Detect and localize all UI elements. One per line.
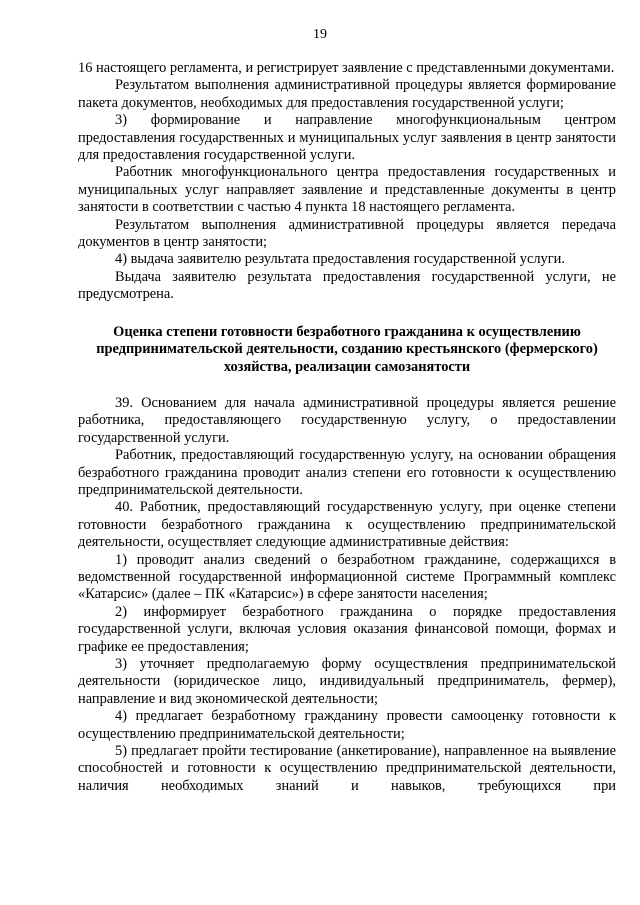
paragraph: Выдача заявителю результата предоставления государственной услуги, не предусмотрена. xyxy=(78,268,616,303)
paragraph: 4) выдача заявителю результата предоставления государственной услуги. xyxy=(115,251,565,268)
paragraph: 16 настоящего регламента, и регистрирует заявление с представленными документами. xyxy=(78,60,615,76)
document-body xyxy=(78,60,616,795)
section-heading: Оценка степени готовности безработного гражданина к осуществлению предпринимательской деятельности, созданию крестьянского (фермерского) хозяйства, реализации самозанятости xyxy=(96,323,598,375)
paragraph: 2) информирует безработного гражданина о порядке предоставления государственной услуги, включая условия оказания финансовой помощи, формах и графике ее предоставления; xyxy=(78,603,616,655)
paragraph: 40. Работник, предоставляющий государственную услугу, при оценке степени готовности безработного гражданина к осуществлению предпринимательской деятельности, осуществляет следующие административные действия: xyxy=(78,499,616,551)
paragraph: 39. Основанием для начала административной процедуры является решение работника, предоставляющего государственную услугу, о предоставлении государственной услуги. xyxy=(78,394,616,446)
paragraph: 3) уточняет предполагаемую форму осуществления предпринимательской деятельности (юридическое лицо, индивидуальный предприниматель, фермер), направление и вид экономической деятельности; xyxy=(78,656,616,707)
paragraph: 1) проводит анализ сведений о безработном гражданине, содержащихся в ведомственной государственной информационной системе Программный комплекс «Катарсис» (далее – ПК «Катарсис») в сфере занятости населения; xyxy=(78,551,616,603)
paragraph: 5) предлагает пройти тестирование (анкетирование), направленное на выявление способностей и готовности к осуществлению предпринимательской деятельности, наличия необходимых знаний и навыков, требующихся при xyxy=(78,743,616,794)
paragraph: Работник, предоставляющий государственную услугу, на основании обращения безработного гражданина проводит анализ степени его готовности к осуществлению предпринимательской деятельности. xyxy=(78,447,616,498)
paragraph: Результатом выполнения административной процедуры является передача документов в центр занятости; xyxy=(78,216,616,251)
paragraph: Результатом выполнения административной процедуры является формирование пакета документов, необходимых для предоставления государственной услуги; xyxy=(78,77,616,111)
paragraph: 3) формирование и направление многофункциональным центром предоставления государственных и муниципальных услуг заявления в центр занятости для предоставления государственной услуги. xyxy=(78,112,616,164)
page-number: 19 xyxy=(313,27,327,42)
paragraph: 4) предлагает безработному гражданину провести самооценку готовности к осуществлению предпринимательской деятельности; xyxy=(78,708,616,742)
paragraph: Работник многофункционального центра предоставления государственных и муниципальных услуг направляет заявление и представленные документы в центр занятости в соответствии с частью 4 пункта 18 настоящего регламента. xyxy=(78,164,616,216)
